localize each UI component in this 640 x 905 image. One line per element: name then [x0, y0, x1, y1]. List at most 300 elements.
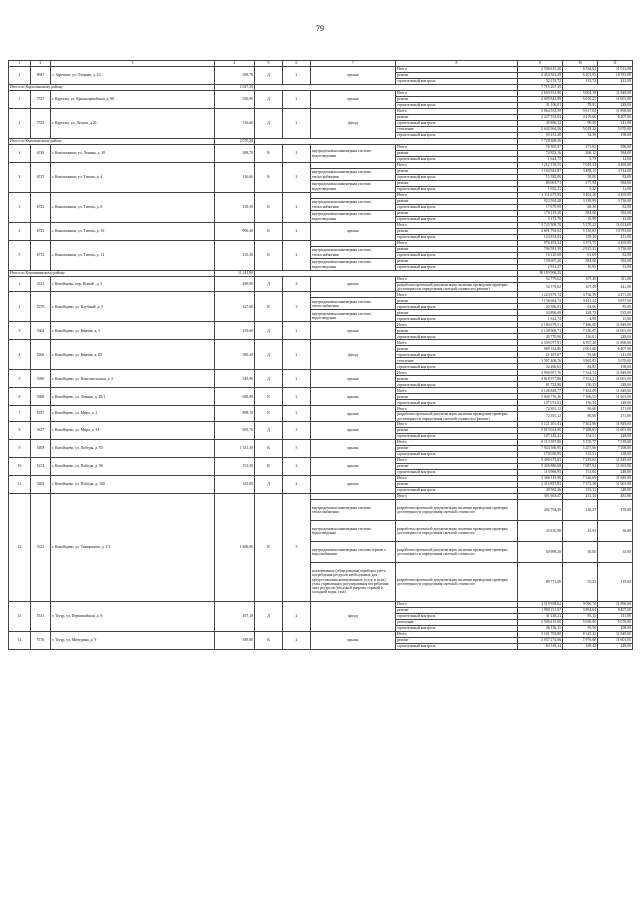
cost-item: ремонт — [396, 115, 518, 121]
work-type: крыша — [311, 223, 396, 241]
cost-sum: 2 500 415,00 — [518, 619, 563, 625]
cost-limit: 12,00 — [598, 157, 633, 163]
cost-limit: 584,00 — [598, 259, 633, 265]
work-type: крыша — [311, 370, 396, 388]
row-number: 4 — [9, 340, 31, 370]
work-type: крыша — [311, 457, 396, 475]
district-total-area: 11 141,80 — [215, 271, 255, 277]
cost-limit: 141,00 — [598, 613, 633, 619]
engineering-system: внутридомовая инженерная система водоотведения — [311, 259, 396, 271]
cost-item: Итого — [396, 421, 518, 427]
house-area: 259,60 — [215, 322, 255, 340]
cost-sum: 202 794,29 — [518, 499, 563, 520]
cost-limit: 7 539,00 — [598, 439, 633, 445]
cost-sum: 170 119,20 — [518, 211, 563, 217]
house-class: Д — [255, 322, 283, 340]
house-floors: 3 — [283, 277, 311, 292]
work-type: крыша — [311, 67, 396, 85]
work-type: крыша — [311, 91, 396, 109]
house-address: г. Тогур, ул. Мичурина, д. 9 — [51, 631, 215, 649]
cost-item: ремонт — [396, 97, 518, 103]
cost-sum: 923 504,48 — [518, 199, 563, 205]
house-class: Д — [255, 421, 283, 439]
cost-limit: 11 601,00 — [598, 394, 633, 400]
cost-item: разработка проектной документации, включая проведение проверки достоверности определения сметной стоимости — [396, 541, 518, 562]
house-class: Д — [255, 91, 283, 109]
house-address: г. Копейщево, ул. Победы, д. 100 — [51, 475, 215, 493]
cost-item: ремонт — [396, 211, 518, 217]
house-floors: 2 — [283, 163, 311, 193]
cost-limit: 12,00 — [598, 265, 633, 271]
house-class: К — [255, 145, 283, 163]
house-floors: 2 — [283, 193, 311, 223]
house-class: К — [255, 223, 283, 241]
cost-sum: 72 391,12 — [518, 412, 563, 421]
cost-per-sqm: 5 270,22 — [563, 223, 598, 229]
cost-item: строительный контроль — [396, 79, 518, 85]
cost-per-sqm: 5 018,22 — [563, 127, 598, 133]
cost-sum: 107 245,41 — [518, 433, 563, 439]
engineering-system: внутридомовая инженерная система теплоснабжения — [311, 298, 396, 310]
cost-limit: 248,00 — [598, 103, 633, 109]
house-class: К — [255, 163, 283, 193]
district-total-area: 1 047,30 — [215, 85, 255, 91]
cost-item: ремонт — [396, 637, 518, 643]
cost-limit: 7 298,00 — [598, 445, 633, 451]
cost-item: ремонт — [396, 607, 518, 613]
row-number: 6 — [9, 388, 31, 406]
cost-per-sqm: 78,91 — [563, 103, 598, 109]
cost-limit: 535,00 — [598, 310, 633, 316]
engineering-system: внутридомовая инженерная система теплоснабжения — [311, 247, 396, 259]
house-id: 5331 — [31, 493, 51, 601]
cost-item: строительный контроль — [396, 382, 518, 388]
house-floors: 2 — [283, 388, 311, 406]
cost-per-sqm: 151,64 — [563, 469, 598, 475]
house-floors: 2 — [283, 91, 311, 109]
engineering-system: внутридомовая инженерная система водоотведения — [311, 310, 396, 322]
column-number-cell: 3 — [51, 61, 215, 67]
cost-per-sqm: 5 010,23 — [563, 97, 598, 103]
cost-sum: 2 642 964,56 — [518, 127, 563, 133]
cost-limit: 11 012,00 — [598, 67, 633, 73]
cost-per-sqm: 2 601,66 — [563, 346, 598, 352]
cost-per-sqm: 231,33 — [563, 493, 598, 499]
cost-item: Итого — [396, 406, 518, 412]
column-number-cell: 2 — [31, 61, 51, 67]
house-floors: 2 — [283, 67, 311, 85]
cost-per-sqm: 7 314,74 — [563, 370, 598, 376]
district-total-label: Итого по Кыштымскому району — [9, 139, 215, 145]
house-area: 490,00 — [215, 277, 255, 292]
cost-item: Итого — [396, 601, 518, 607]
cost-sum: 2 454 361,49 — [518, 73, 563, 79]
engineering-system: внутридомовая инженерная система теплоснабжения — [311, 169, 396, 181]
cost-limit: 4 465,00 — [598, 241, 633, 247]
house-class: К — [255, 493, 283, 601]
house-class: К — [255, 292, 283, 322]
row-number: 3 — [9, 193, 31, 223]
cost-per-sqm: 7 029,34 — [563, 163, 598, 169]
cost-limit: 4 465,00 — [598, 193, 633, 199]
house-area: 1 511,30 — [215, 439, 255, 457]
house-address: г. Копейщево, ул. Комсомольская, д. 2 — [51, 370, 215, 388]
house-area: 316,60 — [215, 163, 255, 193]
cost-sum: 2 184 679,51 — [518, 322, 563, 328]
cost-item: строительный контроль — [396, 625, 518, 631]
house-address: г. Коношминск, ул. Титова, д. 8 — [51, 193, 215, 223]
house-address: г. Коношминск, ул. Титова, д. 4 — [51, 163, 215, 193]
house-class: К — [255, 193, 283, 223]
row-number: 2 — [9, 292, 31, 322]
cost-limit: 311,00 — [598, 277, 633, 283]
column-number-cell: 5 — [255, 61, 283, 67]
cost-item: Итого — [396, 91, 518, 97]
cost-item: строительный контроль — [396, 217, 518, 223]
house-floors: 5 — [283, 439, 311, 457]
cost-item: строительный контроль — [396, 187, 518, 193]
cost-item: строительный контроль — [396, 400, 518, 406]
cost-item: строительный контроль — [396, 469, 518, 475]
cost-sum: 5 326 886,68 — [518, 463, 563, 469]
cost-item: утепление — [396, 127, 518, 133]
house-id: 8947 — [31, 67, 51, 85]
cost-sum: 1 223 879,74 — [518, 292, 563, 298]
cost-item: строительный контроль — [396, 487, 518, 493]
cost-per-sqm: 50,00 — [563, 175, 598, 181]
cost-per-sqm: 5 370,77 — [563, 439, 598, 445]
house-address: с. Заречное, ул. Озерная, д. 23 — [51, 67, 215, 85]
house-floors: 2 — [283, 457, 311, 475]
house-id: 5304 — [31, 322, 51, 340]
house-floors: 2 — [283, 475, 311, 493]
cost-per-sqm: 7 219,62 — [563, 457, 598, 463]
cost-sum: 59 231,20 — [518, 133, 563, 139]
house-id: 5493 — [31, 439, 51, 457]
cost-limit: 11 896,00 — [598, 109, 633, 115]
house-address: г. Коношминск, ул. Ленина, д. 18 — [51, 145, 215, 163]
cost-sum: 72 391,12 — [518, 406, 563, 412]
cost-sum: 2 366 119,98 — [518, 475, 563, 481]
cost-per-sqm: 3 884,64 — [563, 607, 598, 613]
work-type: крыша — [311, 421, 396, 439]
cost-limit: 3 837,00 — [598, 298, 633, 304]
cost-item: Итого — [396, 493, 518, 499]
row-number: 7 — [9, 406, 31, 421]
house-address: г. Копейщево, ул. Победы, д. 85 — [51, 439, 215, 457]
cost-per-sqm: 2 915,31 — [563, 247, 598, 253]
cost-sum: 5 400 673,63 — [518, 457, 563, 463]
house-class: Д — [255, 601, 283, 631]
cost-sum: 5 148 848,77 — [518, 388, 563, 394]
cost-sum: 21 167,87 — [518, 352, 563, 358]
house-area: 898,10 — [215, 406, 255, 421]
work-type: крыша — [311, 388, 396, 406]
cost-limit: 3 736,00 — [598, 247, 633, 253]
cost-item: ремонт — [396, 376, 518, 382]
cost-per-sqm: 34,58 — [563, 133, 598, 139]
house-id: 6733 — [31, 241, 51, 271]
cost-sum: 2 506 615,20 — [518, 67, 563, 73]
cost-item: ремонт — [396, 346, 518, 352]
house-class: К — [255, 631, 283, 649]
row-number: 4 — [9, 223, 31, 241]
cost-per-sqm: 154,21 — [563, 433, 598, 439]
house-id: 5637 — [31, 421, 51, 439]
house-class: Д — [255, 370, 283, 388]
cost-limit: 11 601,00 — [598, 427, 633, 433]
row-number: 9 — [9, 439, 31, 457]
cost-limit: 11 896,00 — [598, 601, 633, 607]
cost-per-sqm: 10,99 — [563, 217, 598, 223]
cost-item: Итого — [396, 223, 518, 229]
cost-sum: 1 507 406,76 — [518, 358, 563, 364]
house-floors: 2 — [283, 406, 311, 421]
house-id: 5390 — [31, 370, 51, 388]
cost-sum: 49 582,46 — [518, 487, 563, 493]
house-id: 6727 — [31, 163, 51, 193]
cost-limit: 248,00 — [598, 643, 633, 649]
cost-per-sqm: 153,31 — [563, 487, 598, 493]
cost-limit: 271,00 — [598, 412, 633, 421]
cost-sum: 4 519 958,62 — [518, 601, 563, 607]
cost-per-sqm: 62,06 — [563, 304, 598, 310]
house-class: К — [255, 241, 283, 271]
cost-item: строительный контроль — [396, 451, 518, 457]
house-id: 5311 — [31, 601, 51, 631]
column-number-cell: 10 — [563, 61, 598, 67]
cost-per-sqm: 30,00 — [563, 541, 598, 562]
column-number-cell: 6 — [283, 61, 311, 67]
cost-per-sqm: 5,79 — [563, 157, 598, 163]
cost-limit: 6 407,00 — [598, 607, 633, 613]
cost-sum: 113 966,95 — [518, 469, 563, 475]
row-number: 14 — [9, 631, 31, 649]
cost-limit: 584,00 — [598, 211, 633, 217]
house-class: Д — [255, 340, 283, 370]
house-id: 7317 — [31, 91, 51, 109]
cost-limit: 10 781,00 — [598, 73, 633, 79]
cost-per-sqm: 5,22 — [563, 187, 598, 193]
cost-sum: 2 931,27 — [518, 265, 563, 271]
cost-limit: 11 601,00 — [598, 328, 633, 334]
cost-limit: 596,00 — [598, 145, 633, 151]
column-number-cell: 1 — [9, 61, 31, 67]
page-number: 79 — [316, 24, 324, 33]
cost-sum: 2 316 857,83 — [518, 481, 563, 487]
house-class: Д — [255, 277, 283, 292]
cost-sum: 41 238,21 — [518, 613, 563, 619]
district-total-sum: 38 159 906,35 — [518, 271, 563, 277]
cost-limit: 5 070,00 — [598, 127, 633, 133]
house-id: 6749 — [31, 145, 51, 163]
house-class: К — [255, 406, 283, 421]
cost-sum: 8 113 597,80 — [518, 439, 563, 445]
cost-sum: 796 581,39 — [518, 247, 563, 253]
house-id: 6722 — [31, 193, 51, 223]
cost-per-sqm: 7 173,38 — [563, 481, 598, 487]
cost-per-sqm: 7 330,07 — [563, 328, 598, 334]
house-floors: 2 — [283, 631, 311, 649]
cost-item: ремонт — [396, 151, 518, 157]
row-number: 11 — [9, 475, 31, 493]
cost-per-sqm: 6 707,20 — [563, 340, 598, 346]
cost-limit: 12,00 — [598, 187, 633, 193]
cost-sum: 5 040 776,16 — [518, 394, 563, 400]
district-total-sum: 7 728 308,56 — [518, 139, 563, 145]
house-address: г. Коношминск, ул. Титова, д. 10 — [51, 223, 215, 241]
cost-limit: 11 849,00 — [598, 370, 633, 376]
cost-sum: 15 382,00 — [518, 175, 563, 181]
cost-per-sqm: 5 110,83 — [563, 229, 598, 235]
column-number-cell: 8 — [396, 61, 518, 67]
cost-sum: 34 896,08 — [518, 310, 563, 316]
cost-per-sqm: 80,60 — [563, 406, 598, 412]
cost-item: разработка проектной документации, включая проведение проверки достоверности определения сметной стоимости — [396, 520, 518, 541]
house-area: 325,00 — [215, 475, 255, 493]
cost-limit: 6 407,00 — [598, 115, 633, 121]
cost-per-sqm: 133,72 — [563, 79, 598, 85]
house-floors: 2 — [283, 340, 311, 370]
house-floors: 2 — [283, 370, 311, 388]
cost-sum: 1 980 151,67 — [518, 607, 563, 613]
cost-limit: 231,00 — [598, 79, 633, 85]
cost-sum: 3 818 977,86 — [518, 376, 563, 382]
cost-sum: 5 121 301,41 — [518, 421, 563, 427]
cost-per-sqm: 95,58 — [563, 625, 598, 631]
cost-sum: 52 779,62 — [518, 277, 563, 283]
cost-sum: 7 943 566,95 — [518, 445, 563, 451]
row-number: 1 — [9, 277, 31, 292]
cost-limit: 198,00 — [598, 133, 633, 139]
cost-sum: 52 153,72 — [518, 79, 563, 85]
cost-item: строительный контроль — [396, 265, 518, 271]
cost-sum: 50 998,20 — [518, 541, 563, 562]
cost-sum: 3 037 274,66 — [518, 637, 563, 643]
cost-limit: 11 896,00 — [598, 340, 633, 346]
column-number-cell: 4 — [215, 61, 255, 67]
house-address: г. Копейщево, ул. Клубный, д. 5 — [51, 292, 215, 322]
row-number: 5 — [9, 241, 31, 271]
cost-sum: 976 103,34 — [518, 241, 563, 247]
cost-sum: 3 900 957,76 — [518, 370, 563, 376]
cost-per-sqm: 7 361,06 — [563, 421, 598, 427]
capital-repair-register-table — [8, 60, 633, 650]
cost-item: строительный контроль — [396, 157, 518, 163]
house-floors: 3 — [283, 292, 311, 322]
engineering-system: внутридомовая инженерная система водоотведения — [311, 520, 396, 541]
cost-sum: 80 001,71 — [518, 181, 563, 187]
house-area: 389,80 — [215, 631, 255, 649]
cost-sum: 989 332,86 — [518, 346, 563, 352]
house-floors: 2 — [283, 322, 311, 340]
cost-sum: 16 120,60 — [518, 253, 563, 259]
cost-limit: 85,00 — [598, 304, 633, 310]
house-id: 5437 — [31, 406, 51, 421]
cost-sum: 89 771,00 — [518, 562, 563, 601]
cost-sum: 2 138 908,71 — [518, 328, 563, 334]
cost-item: строительный контроль — [396, 121, 518, 127]
cost-sum: 5 015 024,00 — [518, 427, 563, 433]
cost-sum: 81 733,90 — [518, 382, 563, 388]
cost-item: строительный контроль — [396, 175, 518, 181]
cost-sum: 1 194 943,87 — [518, 169, 563, 175]
district-total-sum: 7 715 267,49 — [518, 85, 563, 91]
cost-per-sqm: 7 486,08 — [563, 322, 598, 328]
cost-item: разработка проектной документации, включая проведение проверки достоверности определения сметной стоимости — [396, 499, 518, 520]
cost-sum: 20 386,81 — [518, 304, 563, 310]
work-type: фасад — [311, 601, 396, 631]
house-class: Д — [255, 475, 283, 493]
cost-item: Итого — [396, 241, 518, 247]
cost-per-sqm: 3 139,99 — [563, 199, 598, 205]
cost-per-sqm: 5 030,00 — [563, 619, 598, 625]
cost-sum: 391 663,47 — [518, 493, 563, 499]
cost-sum: 46 156,15 — [518, 625, 563, 631]
cost-item: Итого — [396, 163, 518, 169]
house-floors: 2 — [283, 145, 311, 163]
house-address: г. Копейщево, ул. Кирова, д. 5 — [51, 322, 215, 340]
cost-item: Итого — [396, 370, 518, 376]
house-area: 497,10 — [215, 601, 255, 631]
row-number: 2 — [9, 67, 31, 85]
cost-per-sqm: 3 441,24 — [563, 298, 598, 304]
cost-sum: 64 518,14 — [518, 643, 563, 649]
cost-limit: 481,00 — [598, 493, 633, 499]
cost-sum: 159 607,20 — [518, 259, 563, 265]
cost-per-sqm: 7 463,09 — [563, 388, 598, 394]
cost-sum: 4 745 508,70 — [518, 223, 563, 229]
cost-sum: 45 866,12 — [518, 121, 563, 127]
cost-item: ремонт — [396, 259, 518, 265]
row-number: 3 — [9, 322, 31, 340]
cost-limit: 584,00 — [598, 151, 633, 157]
cost-limit: 11 601,00 — [598, 376, 633, 382]
cost-sum: 1 136 664,73 — [518, 298, 563, 304]
work-type: крыша — [311, 406, 396, 421]
cost-item: утепление — [396, 619, 518, 625]
cost-limit: 248,00 — [598, 433, 633, 439]
cost-per-sqm: 3 965,05 — [563, 358, 598, 364]
cost-per-sqm: 83,15 — [563, 613, 598, 619]
cost-item: разработка проектной документации, включая проведение проверки достоверности определения сметной стоимости (ремонт) — [396, 283, 518, 292]
cost-per-sqm: 107,49 — [563, 283, 598, 292]
cost-limit: 11 849,00 — [598, 631, 633, 637]
cost-per-sqm: 8 145,42 — [563, 631, 598, 637]
cost-per-sqm: 61,69 — [563, 253, 598, 259]
cost-sum: 41 106,01 — [518, 103, 563, 109]
cost-limit: 10 781,00 — [598, 229, 633, 235]
cost-per-sqm: 5 003,18 — [563, 91, 598, 97]
house-id: 5716 — [31, 631, 51, 649]
cost-per-sqm: 156,54 — [563, 400, 598, 406]
cost-limit: 11 849,00 — [598, 475, 633, 481]
cost-sum: 3 172,76 — [518, 217, 563, 223]
cost-per-sqm: 55,33 — [563, 562, 598, 601]
column-number-cell: 7 — [311, 61, 396, 67]
house-floors: 2 — [283, 241, 311, 271]
house-area: 327,60 — [215, 292, 255, 322]
cost-item: строительный контроль — [396, 205, 518, 211]
cost-per-sqm: 228,73 — [563, 310, 598, 316]
house-id: 5406 — [31, 340, 51, 370]
cost-item: строительный контроль — [396, 235, 518, 241]
cost-item: строительный контроль — [396, 133, 518, 139]
cost-limit: 248,00 — [598, 400, 633, 406]
cost-sum: 4 601 794,04 — [518, 229, 563, 235]
cost-limit: 4 465,00 — [598, 163, 633, 169]
house-area: 239,50 — [215, 193, 255, 223]
